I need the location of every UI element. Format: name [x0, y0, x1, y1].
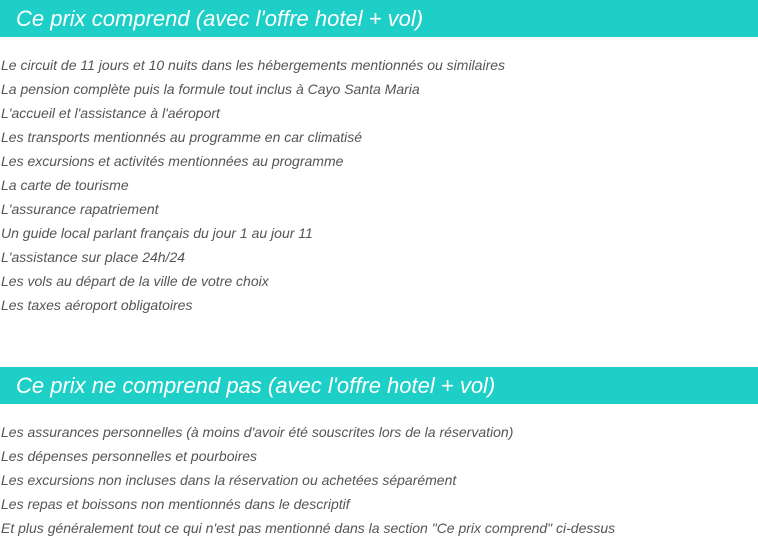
included-section-title: Ce prix comprend (avec l'offre hotel + vol) — [0, 0, 758, 37]
included-item: Le circuit de 11 jours et 10 nuits dans les hébergements mentionnés ou similaires — [1, 57, 506, 73]
included-item: Les transports mentionnés au programme en car climatisé — [1, 129, 363, 145]
excluded-item: Les repas et boissons non mentionnés dans le descriptif — [1, 496, 350, 512]
excluded-items-list — [0, 420, 615, 540]
excluded-section-title: Ce prix ne comprend pas (avec l'offre hotel + vol) — [0, 367, 758, 404]
excluded-item: Les excursions non incluses dans la réservation ou achetées séparément — [1, 472, 457, 488]
excluded-item: Et plus généralement tout ce qui n'est pas mentionné dans la section "Ce prix comprend" ci-dessus — [1, 520, 616, 536]
included-item: L'assurance rapatriement — [1, 201, 159, 217]
included-item: Les vols au départ de la ville de votre choix — [1, 273, 269, 289]
included-item: Les taxes aéroport obligatoires — [1, 297, 193, 313]
excluded-item: Les assurances personnelles (à moins d'avoir été souscrites lors de la réservation) — [1, 424, 514, 440]
included-item: Les excursions et activités mentionnées au programme — [1, 153, 344, 169]
included-item: La carte de tourisme — [1, 177, 129, 193]
excluded-item: Les dépenses personnelles et pourboires — [1, 448, 258, 464]
included-items-list — [0, 53, 505, 317]
included-item: L'assistance sur place 24h/24 — [1, 249, 186, 265]
included-item: Un guide local parlant français du jour 1 au jour 11 — [1, 225, 313, 241]
included-item: La pension complète puis la formule tout inclus à Cayo Santa Maria — [1, 81, 420, 97]
included-item: L'accueil et l'assistance à l'aéroport — [1, 105, 220, 121]
